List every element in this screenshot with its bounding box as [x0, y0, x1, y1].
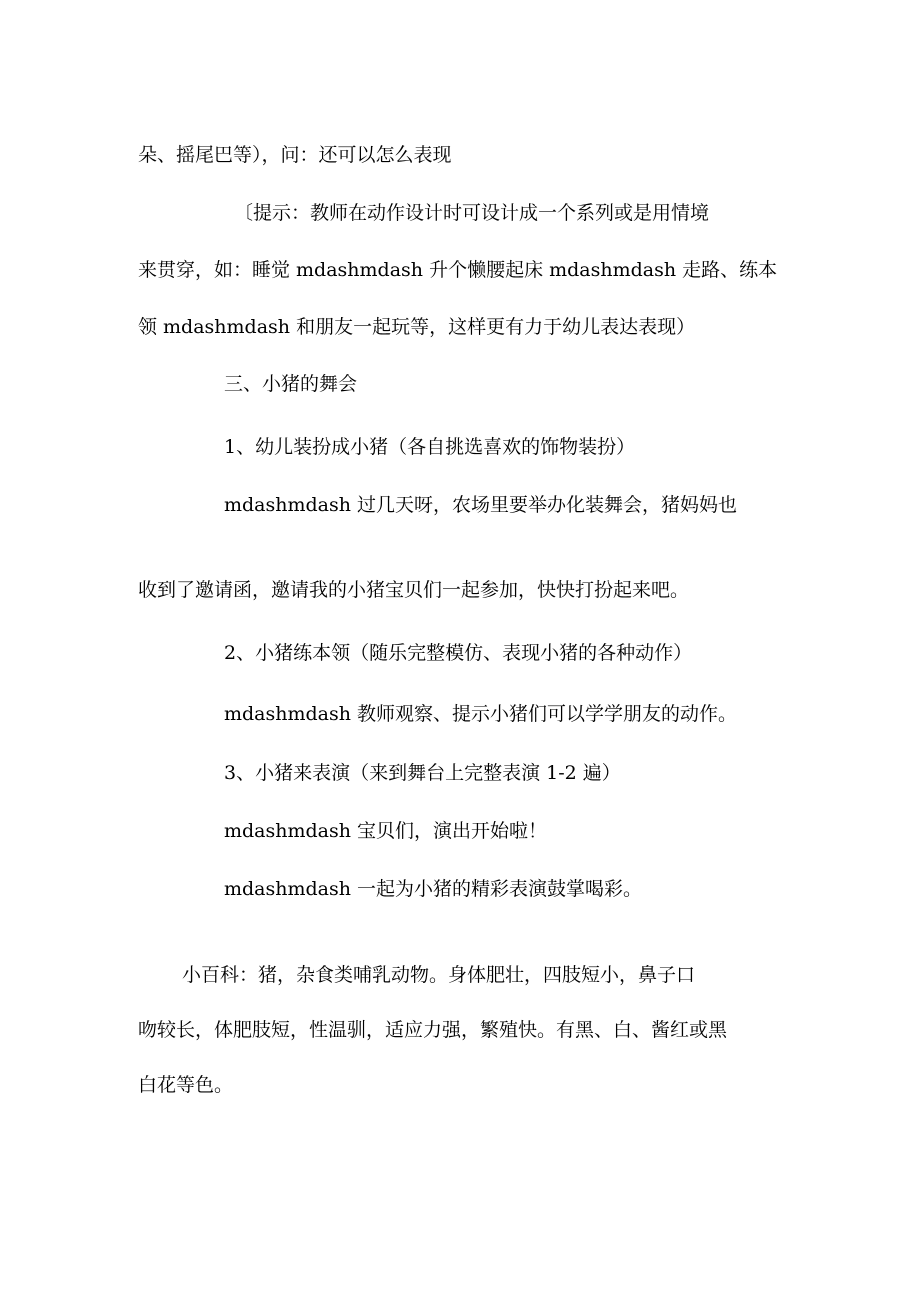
text-line: 来贯穿，如：睡觉 mdashmdash 升个懒腰起床 mdashmdash 走路、练本 [138, 259, 778, 281]
text-line: 白花等色。 [138, 1074, 234, 1096]
text-line: mdashmdash 宝贝们，演出开始啦！ [224, 820, 548, 842]
text-line: 1、幼儿装扮成小猪（各自挑选喜欢的饰物装扮） [224, 436, 636, 458]
section-heading: 三、小猪的舞会 [224, 373, 358, 395]
text-line: mdashmdash 过几天呀，农场里要举办化装舞会，猪妈妈也 [224, 494, 738, 516]
text-line: 收到了邀请函，邀请我的小猪宝贝们一起参加，快快打扮起来吧。 [138, 579, 690, 601]
text-line: mdashmdash 一起为小猪的精彩表演鼓掌喝彩。 [224, 878, 643, 900]
text-line: 吻较长，体肥肢短，性温驯，适应力强，繁殖快。有黑、白、酱红或黑 [138, 1019, 728, 1041]
text-line: 2、小猪练本领（随乐完整模仿、表现小猪的各种动作） [224, 642, 693, 664]
text-line: 3、小猪来表演（来到舞台上完整表演 1-2 遍） [224, 762, 621, 784]
text-line: mdashmdash 教师观察、提示小猪们可以学学朋友的动作。 [224, 703, 738, 725]
text-line: 朵、摇尾巴等），问：还可以怎么表现 [138, 144, 452, 166]
text-line: 小百科：猪，杂食类哺乳动物。身体肥壮，四肢短小，鼻子口 [182, 964, 696, 986]
text-line: 领 mdashmdash 和朋友一起玩等，这样更有力于幼儿表达表现） [138, 316, 696, 338]
text-line: 〔提示：教师在动作设计时可设计成一个系列或是用情境 [234, 202, 710, 224]
